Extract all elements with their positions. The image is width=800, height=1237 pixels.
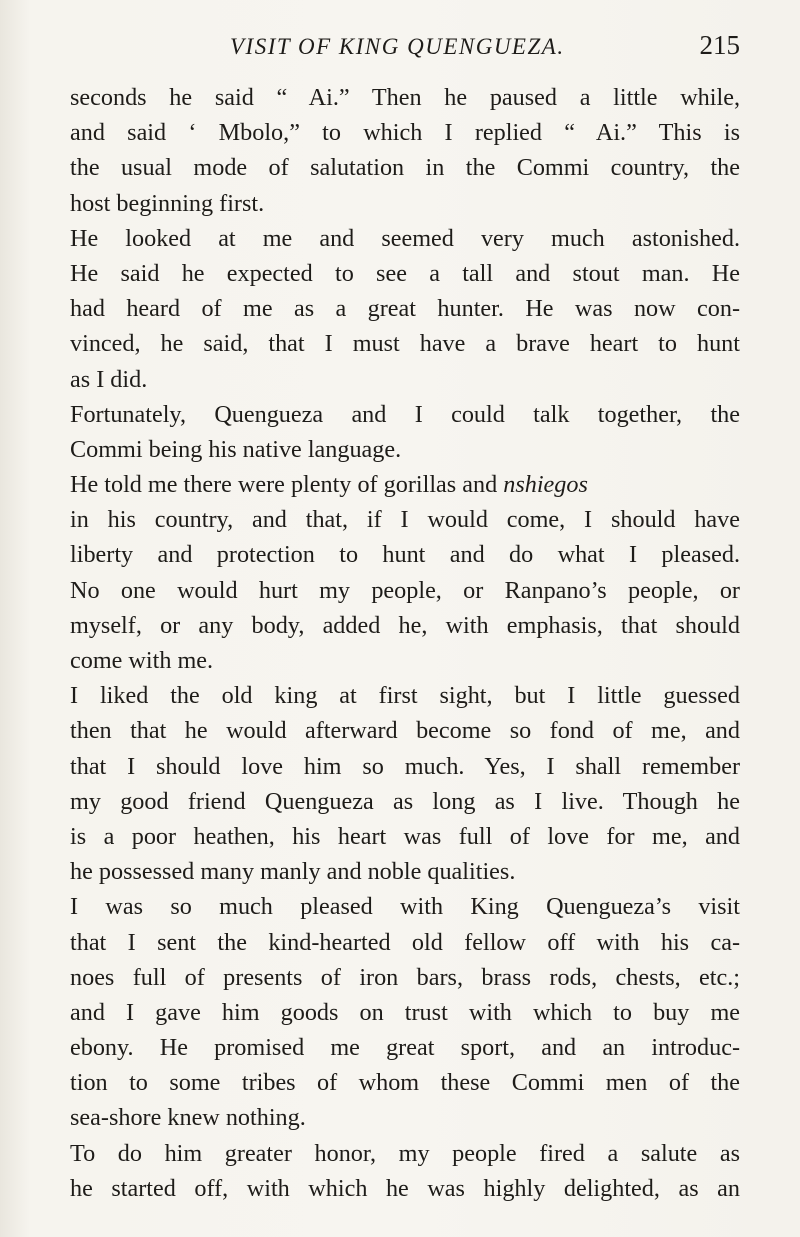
text-line: and said ‘ Mbolo,” to which I replied “ Ai.” This is: [70, 119, 740, 147]
page-number: 215: [699, 30, 740, 60]
text-line: No one would hurt my people, or Ranpano’s people, or: [70, 576, 740, 604]
body-text: [70, 80, 740, 1206]
text-line: then that he would afterward become so fond of me, and: [70, 717, 740, 745]
text-line: noes full of presents of iron bars, brass rods, chests, etc.;: [70, 963, 740, 991]
text-line: he started off, with which he was highly delighted, as an: [70, 1174, 740, 1202]
text-line: Commi being his native language.: [70, 435, 402, 463]
text-line: and I gave him goods on trust with which to buy me: [70, 998, 740, 1026]
text-line: come with me.: [70, 647, 214, 674]
text-line: sea-shore knew nothing.: [70, 1104, 306, 1132]
text-line: seconds he said “ Ai.” Then he paused a little while,: [70, 84, 740, 111]
text-line: as I did.: [70, 365, 148, 393]
text-line: host beginning first.: [70, 189, 265, 217]
text-line: liberty and protection to hunt and do what I pleased.: [70, 541, 740, 569]
text-line: vinced, he said, that I must have a brave heart to hunt: [70, 330, 740, 358]
text-line: Fortunately, Quengueza and I could talk together, the: [70, 400, 740, 428]
text-line: He looked at me and seemed very much astonished.: [70, 224, 740, 252]
text-line: is a poor heathen, his heart was full of love for me, and: [70, 822, 740, 850]
text-line: myself, or any body, added he, with emphasis, that should: [70, 611, 740, 639]
text-line: the usual mode of salutation in the Commi country, the: [70, 154, 740, 182]
text-line: my good friend Quengueza as long as I live. Though he: [70, 787, 740, 815]
text-line: I was so much pleased with King Quengueza’s visit: [70, 893, 740, 921]
text-line: he possessed many manly and noble qualities.: [70, 858, 516, 886]
text-line: He said he expected to see a tall and stout man. He: [70, 259, 740, 287]
text-line: that I sent the kind-hearted old fellow off with his ca-: [70, 928, 740, 956]
text-line-with-italic: [70, 467, 740, 502]
text-line: in his country, and that, if I would come, I should have: [70, 506, 740, 534]
text-line: To do him greater honor, my people fired a salute as: [70, 1139, 740, 1167]
running-head: [70, 28, 740, 64]
text-line: ebony. He promised me great sport, and an introduc-: [70, 1034, 740, 1062]
text-line: tion to some tribes of whom these Commi men of the: [70, 1069, 740, 1097]
running-title: VISIT OF KING QUENGUEZA.: [230, 34, 565, 59]
text-line: I liked the old king at first sight, but I little guessed: [70, 682, 740, 710]
italic-word: nshiegos: [503, 471, 588, 499]
text-line: had heard of me as a great hunter. He was now con-: [70, 295, 740, 323]
text-line: that I should love him so much. Yes, I shall remember: [70, 752, 740, 780]
text-segment: He told me there were plenty of gorillas and: [70, 471, 498, 499]
